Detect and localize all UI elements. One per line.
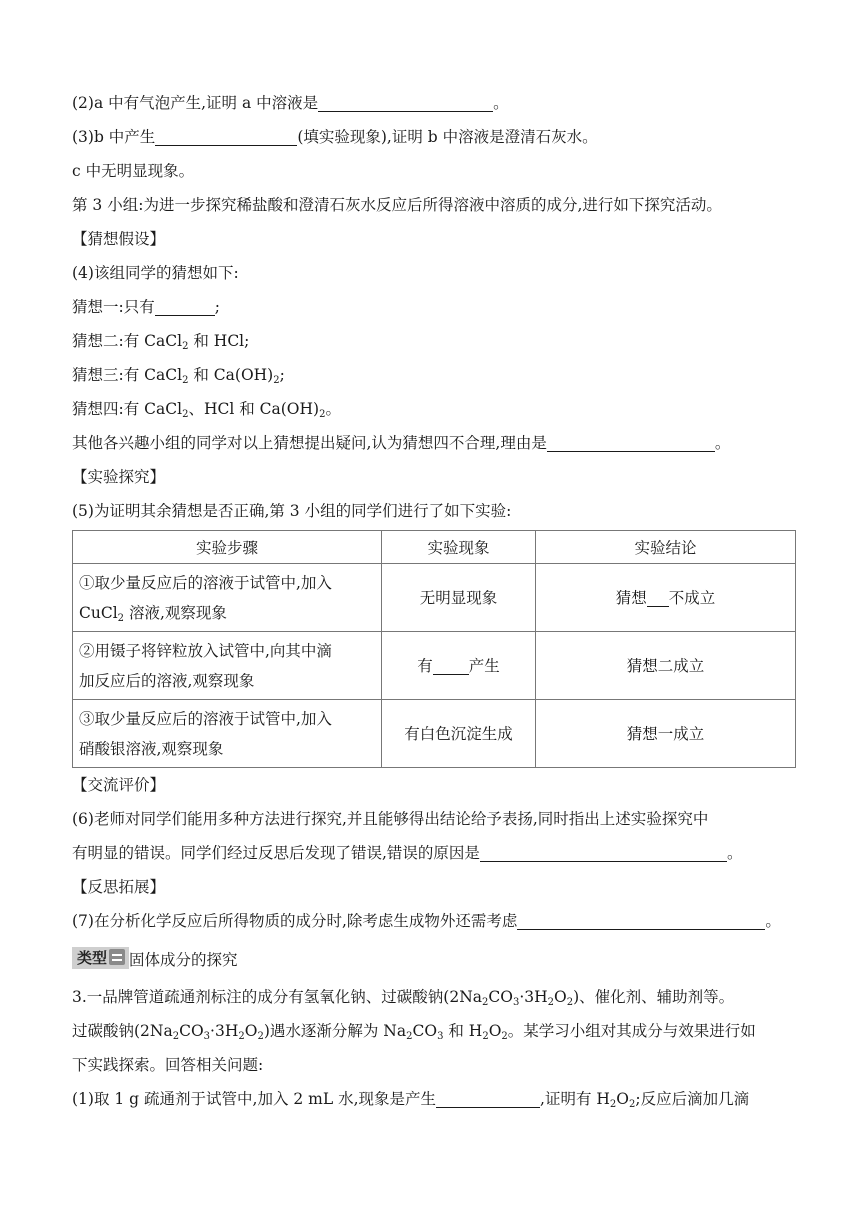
phenomenon-cell: 有 产生 bbox=[382, 632, 536, 700]
evaluation-header: 【交流评价】 bbox=[72, 776, 166, 794]
answer-blank[interactable] bbox=[547, 431, 715, 452]
guess-1: 猜想一:只有 ; bbox=[72, 290, 797, 324]
reflection-header: 【反思拓展】 bbox=[72, 878, 166, 896]
guess-3: 猜想三:有 CaCl$_2$ 和 $Ca(OH)_2$; bbox=[72, 366, 285, 386]
header-steps: 实验步骤 bbox=[73, 531, 382, 564]
answer-blank[interactable] bbox=[318, 91, 493, 112]
worksheet-page bbox=[72, 86, 797, 1116]
question-3b-line-2: 过碳酸钠$(2Na_2CO_3\cdot 3H_2O_2)$遇水逐渐分解为 $Na_2CO_3$ 和 $H_2O_2$。某学习小组对其成分与效果进行如 bbox=[72, 1022, 756, 1042]
hypothesis-header: 【猜想假设】 bbox=[72, 230, 166, 248]
guess-2: 猜想二:有 CaCl$_2$ 和 HCl; bbox=[72, 332, 250, 352]
step-cell: ②用镊子将锌粒放入试管中,向其中滴 加反应后的溶液,观察现象 bbox=[73, 632, 382, 700]
phenomenon-cell: 有白色沉淀生成 bbox=[382, 700, 536, 768]
answer-blank[interactable] bbox=[480, 841, 727, 862]
table-row bbox=[73, 564, 796, 632]
question-6-line-1: (6)老师对同学们能用多种方法进行探究,并且能够得出结论给予表扬,同时指出上述实验探究中 bbox=[72, 810, 709, 828]
answer-blank[interactable] bbox=[436, 1087, 540, 1108]
answer-blank[interactable] bbox=[433, 654, 469, 675]
number-two-icon bbox=[109, 949, 125, 965]
question-3b-part-1: (1)取 1 g 疏通剂于试管中,加入 2 mL 水,现象是产生 ,证明有 $H_2O_2$;反应后滴加几滴 bbox=[72, 1082, 797, 1116]
answer-blank[interactable] bbox=[155, 295, 215, 316]
conclusion-cell: 猜想一成立 bbox=[536, 700, 796, 768]
section-title: 固体成分的探究 bbox=[129, 951, 238, 969]
table-header-row bbox=[73, 531, 796, 564]
c-observation: c 中无明显现象。 bbox=[72, 162, 195, 180]
group-3-intro: 第 3 小组:为进一步探究稀盐酸和澄清石灰水反应后所得溶液中溶质的成分,进行如下探究活动。 bbox=[72, 196, 722, 214]
question-4-intro: (4)该组同学的猜想如下: bbox=[72, 264, 239, 282]
answer-blank[interactable] bbox=[517, 909, 765, 930]
type-badge: 类型 bbox=[72, 947, 129, 969]
step-cell: ③取少量反应后的溶液于试管中,加入 硝酸银溶液,观察现象 bbox=[73, 700, 382, 768]
guess-4: 猜想四:有 CaCl$_2$、HCl 和 $Ca(OH)_2$。 bbox=[72, 400, 341, 420]
step-cell: ①取少量反应后的溶液于试管中,加入 CuCl$_2$ 溶液,观察现象 bbox=[73, 564, 382, 632]
table-row bbox=[73, 700, 796, 768]
question-6-line-2: 有明显的错误。同学们经过反思后发现了错误,错误的原因是 。 bbox=[72, 836, 797, 870]
question-5-intro: (5)为证明其余猜想是否正确,第 3 小组的同学们进行了如下实验: bbox=[72, 502, 512, 520]
header-phenomenon: 实验现象 bbox=[382, 531, 536, 564]
section-type-header bbox=[72, 940, 797, 980]
question-7: (7)在分析化学反应后所得物质的成分时,除考虑生成物外还需考虑 。 bbox=[72, 904, 797, 938]
question-3: (3)b 中产生 (填实验现象),证明 b 中溶液是澄清石灰水。 bbox=[72, 120, 797, 154]
question-3b-line-1: 3.一品牌管道疏通剂标注的成分有氢氧化钠、过碳酸钠$(2Na_2CO_3\cdot 3H_2O_2)$、催化剂、辅助剂等。 bbox=[72, 988, 735, 1008]
conclusion-cell: 猜想二成立 bbox=[536, 632, 796, 700]
experiment-header: 【实验探究】 bbox=[72, 468, 166, 486]
phenomenon-cell: 无明显现象 bbox=[382, 564, 536, 632]
table-row bbox=[73, 632, 796, 700]
header-conclusion: 实验结论 bbox=[536, 531, 796, 564]
question-3b-line-3: 下实践探索。回答相关问题: bbox=[72, 1056, 264, 1074]
conclusion-cell: 猜想 不成立 bbox=[536, 564, 796, 632]
doubt-statement: 其他各兴趣小组的同学对以上猜想提出疑问,认为猜想四不合理,理由是 。 bbox=[72, 426, 797, 460]
question-2: (2)a 中有气泡产生,证明 a 中溶液是 。 bbox=[72, 86, 797, 120]
answer-blank[interactable] bbox=[647, 586, 669, 607]
answer-blank[interactable] bbox=[155, 125, 297, 146]
experiment-table bbox=[72, 530, 796, 768]
